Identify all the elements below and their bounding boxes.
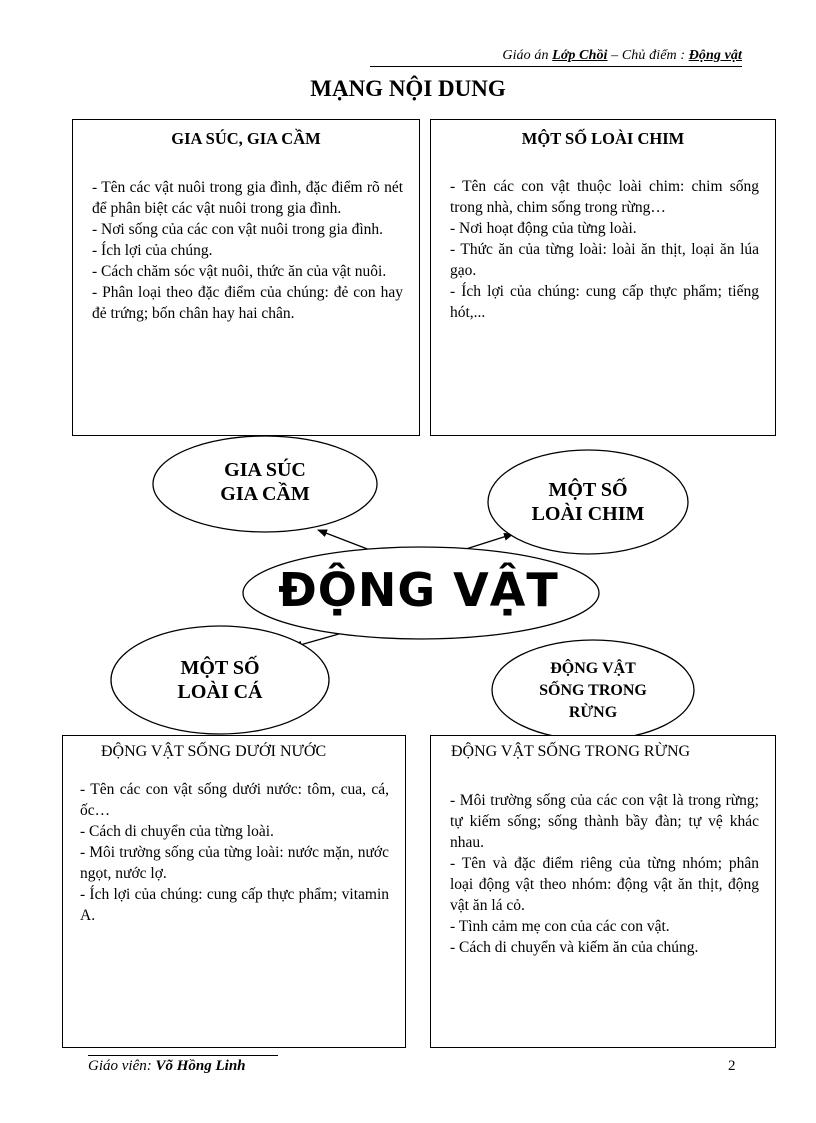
arrow-to-chim	[466, 534, 513, 549]
page-footer-teacher	[88, 1055, 278, 1075]
header-topic: Động vật	[688, 48, 742, 63]
list-item: - Tên các vật nuôi trong gia đình, đặc điểm rõ nét để phân biệt các vật nuôi trong gia đình.	[92, 179, 403, 217]
list-item: - Phân loại theo đặc điểm của chúng: đẻ con hay đẻ trứng; bốn chân hay hai chân.	[92, 284, 403, 322]
list-item: - Cách di chuyển và kiếm ăn của chúng.	[450, 939, 699, 956]
node-gia-suc-label: GIA SÚC GIA CẦM	[220, 459, 310, 505]
node-rung-label: ĐỘNG VẬT SỐNG TRONG RỪNG	[539, 660, 647, 721]
list-item: - Nơi sống của các con vật nuôi trong gia đình.	[92, 221, 383, 238]
list-item: - Tên và đặc điểm riêng của từng nhóm; phân loại động vật theo nhóm: động vật ăn thịt, động vật ăn lá cỏ.	[450, 855, 759, 914]
list-item: - Thức ăn của từng loài: loài ăn thịt, loại ăn lúa gạo.	[450, 241, 759, 279]
box-title: ĐỘNG VẬT SỐNG TRONG RỪNG	[451, 743, 691, 760]
list-item: - Nơi hoạt động của từng loài.	[450, 220, 637, 237]
box-title: MỘT SỐ LOÀI CHIM	[521, 129, 685, 148]
node-ca-label: MỘT SỐ LOÀI CÁ	[177, 657, 263, 703]
list-item: - Cách chăm sóc vật nuôi, thức ăn của vật nuôi.	[92, 263, 387, 280]
header-middle: – Chủ điểm :	[607, 48, 689, 63]
list-item: - Ích lợi của chúng.	[92, 242, 213, 259]
list-item: - Ích lợi của chúng: cung cấp thực phẩm; vitamin A.	[80, 886, 389, 924]
list-item: - Tình cảm mẹ con của các con vật.	[450, 918, 670, 935]
teacher-label: Giáo viên:	[88, 1058, 156, 1074]
box-body	[431, 790, 775, 958]
box-body	[63, 779, 405, 926]
node-chim-label: MỘT SỐ LOÀI CHIM	[531, 479, 645, 525]
header-level: Lớp Chồi	[552, 48, 608, 63]
teacher-name: Võ Hồng Linh	[155, 1058, 246, 1074]
list-item: - Môi trường sống của các con vật là trong rừng; tự kiếm sống; sống thành bầy đàn; tự vệ khác nhau.	[450, 792, 759, 851]
page-title: MẠNG NỘI DUNG	[310, 76, 506, 101]
page-number: 2	[728, 1058, 736, 1074]
list-item: - Môi trường sống của từng loài: nước mặn, nước ngọt, nước lợ.	[80, 844, 389, 882]
arrow-to-gia-suc	[318, 530, 370, 550]
list-item: - Cách di chuyển của từng loài.	[80, 823, 274, 840]
box-song-trong-rung	[430, 735, 776, 1048]
list-item: - Tên các con vật thuộc loài chim: chim sống trong nhà, chim sống trong rừng…	[450, 178, 759, 216]
node-dong-vat-label: ĐỘNG VẬT	[278, 563, 559, 617]
box-title: GIA SÚC, GIA CẦM	[171, 129, 321, 148]
box-song-duoi-nuoc	[62, 735, 406, 1048]
header-prefix: Giáo án	[502, 48, 553, 63]
list-item: - Ích lợi của chúng: cung cấp thực phẩm; tiếng hót,...	[450, 283, 759, 321]
list-item: - Tên các con vật sống dưới nước: tôm, cua, cá, ốc…	[80, 781, 389, 819]
box-title: ĐỘNG VẬT SỐNG DƯỚI NƯỚC	[101, 743, 327, 760]
